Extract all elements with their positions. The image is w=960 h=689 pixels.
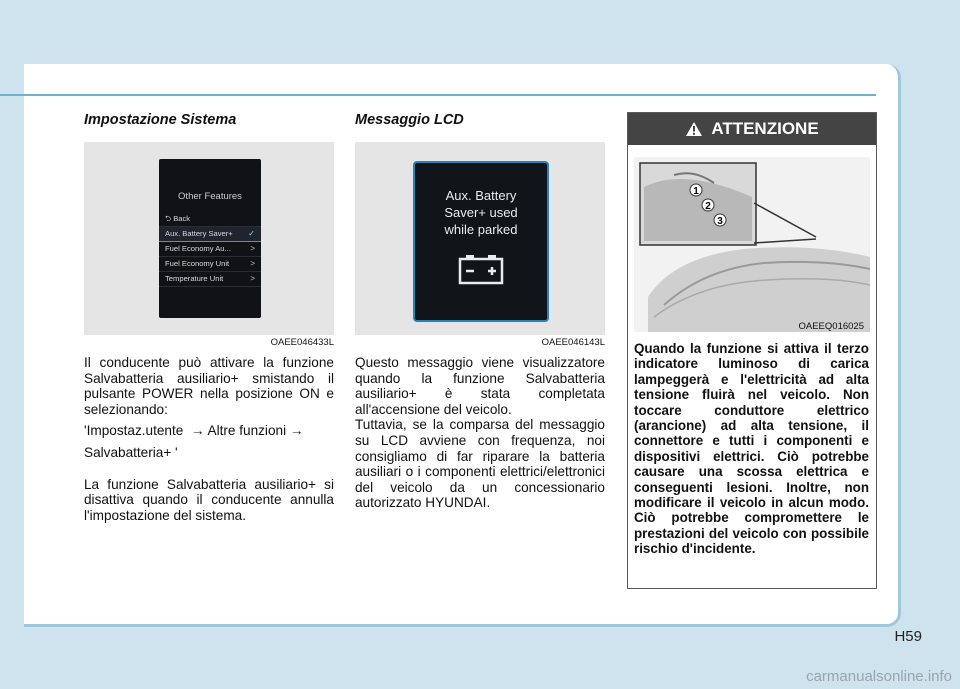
section-title: Messaggio LCD [355,112,464,128]
body-text [355,355,605,511]
menu-item-back: ⮌ Back [159,212,261,227]
callout-3: 3 [717,216,723,227]
menu-item-battery-saver: Aux. Battery Saver+ ✓ [159,227,261,242]
figure-code: OAEE046433L [270,337,334,348]
caution-box [627,112,877,589]
vehicle-hood-illustration [634,157,870,332]
body-text [84,355,334,523]
chevron-right-icon: > [250,244,255,253]
chevron-right-icon: > [250,274,255,283]
screen-figure [84,142,334,335]
system-setting-section [84,112,334,529]
lcd-figure [355,142,605,335]
paragraph: Questo messaggio viene visualizzatore quando la funzione Salvabatteria ausiliario+ è stata completata all'accensione del veicolo. [355,355,605,417]
checkmark-icon: ✓ [248,229,255,238]
arrow-right-icon: → [289,423,304,439]
lcd-message-section [355,112,605,517]
callout-2: 2 [705,201,711,212]
paragraph: Tuttavia, se la comparsa del messaggio su LCD avviene con frequenza, noi consigliamo di far riparare la batteria ausiliari o i componenti elettrici/elettronici del veicolo da un concessionario autorizzato HYUNDAI. [355,417,605,511]
paragraph: La funzione Salvabatteria ausiliario+ si disattiva quando il conducente annulla l'impostazione del sistema. [84,476,334,523]
menu-item-temperature-unit: Temperature Unit > [159,272,261,287]
caution-text: Quando la funzione si attiva il terzo indicatore luminoso di carica lampeggerà e l'elettricità ad alta tensione fluirà nel veicolo. Non toccare conduttore elettrico (arancione) ad alta tensione, il connettore e tutti i componenti e dispositivi elettrici. Ciò potrebbe causare una scossa elettrica e conseguenti lesioni. Inoltre, non modificare il veicolo in alcun modo. Ciò potrebbe compromettere le prestazioni del veicolo con possibile rischio d'incidente. [634,341,869,557]
page-number: H59 [894,628,922,645]
arrow-right-icon: → [190,423,205,439]
menu-path: 'Impostaz.utente → Altre funzioni → [84,423,304,439]
menu-item-fuel-economy-unit: Fuel Economy Unit > [159,257,261,272]
lcd-message: Aux. Battery Saver+ used while parked [444,188,518,237]
watermark: carmanualsonline.info [806,668,952,685]
vehicle-figure [634,157,870,332]
caution-header: ATTENZIONE [628,113,876,145]
warning-icon [685,121,703,137]
header-rule [0,94,876,96]
paragraph: Il conducente può attivare la funzione Salvabatteria ausiliario+ smistando il pulsante POWER nella posizione ON e selezionando: [84,355,334,417]
figure-code: OAEEQ016025 [798,321,864,332]
menu-path-end: Salvabatteria+ ' [84,444,178,460]
battery-icon [456,252,506,286]
section-title: Impostazione Sistema [84,112,237,128]
menu-title: Other Features [178,191,242,202]
menu-item-fuel-economy-auto: Fuel Economy Au... > [159,242,261,257]
callout-1: 1 [693,186,699,197]
menu-list [159,212,261,287]
lcd-screen [413,161,549,322]
chevron-right-icon: > [250,259,255,268]
figure-code: OAEE046143L [541,337,605,348]
back-icon: ⮌ [165,214,174,223]
cluster-screen [159,159,261,318]
